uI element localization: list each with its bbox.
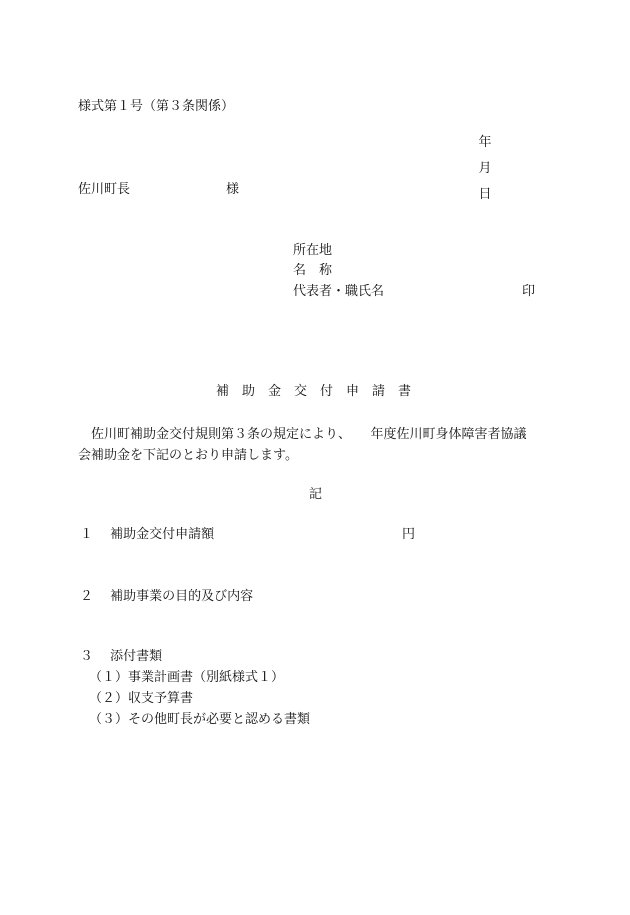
applicant-address-label: 所在地 (293, 243, 333, 258)
seal-label: 印 (522, 284, 536, 299)
applicant-representative-label: 代表者・職氏名 (293, 284, 385, 299)
item-1-unit: 円 (402, 527, 416, 542)
form-number: 様式第１号（第３条関係） (78, 99, 235, 114)
date-line (462, 123, 509, 214)
date-month-label: 月 (478, 161, 492, 176)
body-line-2: 会補助金を下記のとおり申請します。 (78, 448, 298, 463)
item-3-sub-2: （２）収支予算書 (89, 691, 194, 706)
date-year-label: 年 (478, 135, 492, 150)
date-day-label: 日 (478, 187, 492, 202)
addressee-honorific: 様 (226, 182, 240, 197)
item-1-label: １ 補助金交付申請額 (80, 527, 215, 542)
applicant-name-label: 名 称 (293, 263, 333, 278)
item-3-sub-3: （３）その他町長が必要と認める書類 (89, 712, 311, 727)
document-title: 補 助 金 交 付 申 請 書 (216, 384, 412, 399)
item-3-label: ３ 添付書類 (80, 649, 163, 664)
addressee-name: 佐川町長 (78, 182, 131, 197)
item-2-label: ２ 補助事業の目的及び内容 (80, 589, 254, 604)
ki-heading: 記 (309, 487, 323, 502)
body-line-1: 佐川町補助金交付規則第３条の規定により、 年度佐川町身体障害者協議 (91, 427, 527, 442)
item-3-sub-1: （１）事業計画書（別紙様式１） (89, 670, 285, 685)
